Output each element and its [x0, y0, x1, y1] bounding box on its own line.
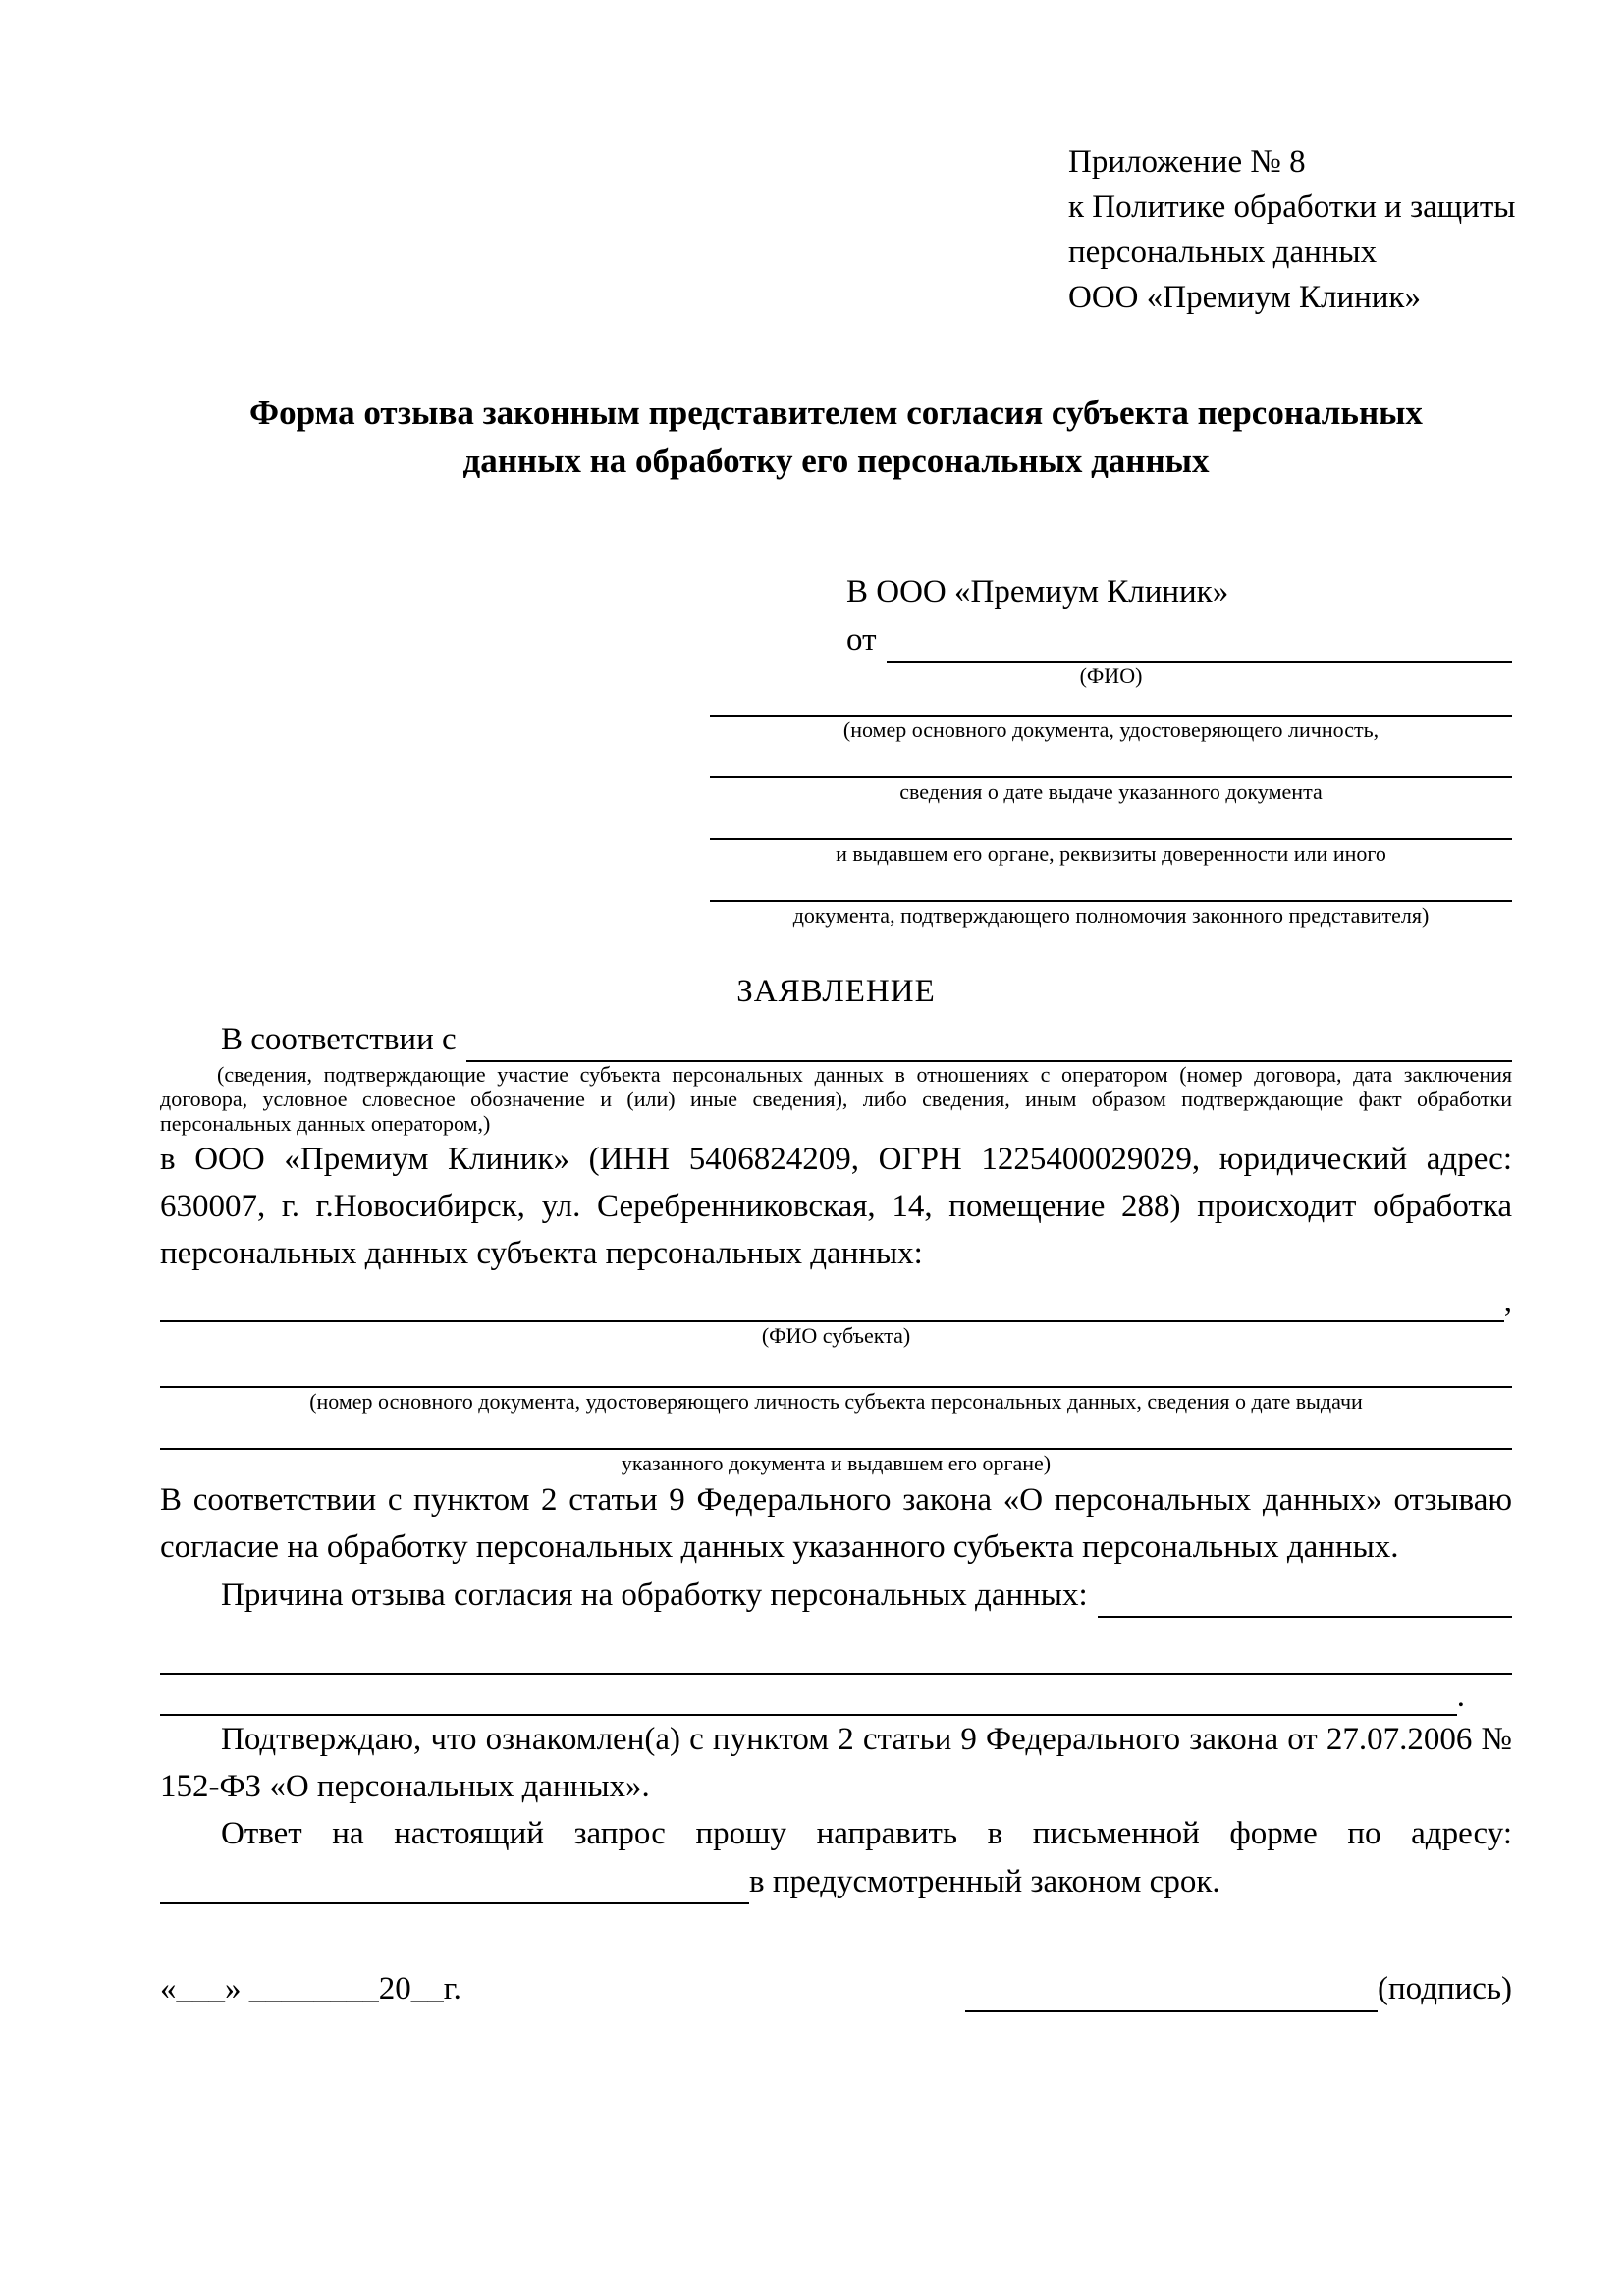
reply-label: Ответ на настоящий запрос прошу направить в письменной форме по адресу: — [221, 1816, 1512, 1851]
header-note-line: персональных данных — [1068, 235, 1378, 270]
subject-fio-row — [160, 1277, 1512, 1322]
signature-fill-line — [965, 1973, 1378, 2012]
line-caption-4: документа, подтверждающего полномочия законного представителя) — [792, 903, 1430, 928]
line-caption-3: и выдавшем его органе, реквизиты доверенности или иного — [836, 841, 1386, 866]
issuer-fill-line — [710, 805, 1512, 840]
reason-row — [160, 1571, 1512, 1618]
header-note — [1068, 139, 1516, 320]
date-line: «___» ________20__г. — [160, 1971, 461, 2006]
signature-block — [965, 1965, 1512, 2012]
reason-fill-line-2 — [160, 1673, 1512, 1675]
header-note-line: Приложение № 8 — [1068, 144, 1306, 180]
subject-doc-row-1 — [160, 1349, 1512, 1388]
intro-row — [160, 1015, 1512, 1062]
confirm-paragraph: Подтверждаю, что ознакомлен(а) с пунктом 2 статьи 9 Федерального закона от 27.07.2006 № 152-ФЗ «О персональных данных». — [160, 1722, 1512, 1804]
intro-label: В соответствии с — [221, 1022, 457, 1057]
subject-doc-caption-1: (номер основного документа, удостоверяющего личность субъекта персональных данных, сведения о дате выдачи — [309, 1389, 1363, 1414]
document-title: Форма отзыва законным представителем согласия субъекта персональных данных на обработку его персональных данных — [249, 394, 1423, 480]
doc-number-fill-line — [710, 689, 1512, 717]
header-note-line: ООО «Премиум Клиник» — [1068, 280, 1421, 315]
reason-blank-row-2 — [160, 1675, 1512, 1716]
fio-fill-line — [887, 661, 1513, 663]
reason-blank-row-1 — [160, 1618, 1512, 1675]
reply-suffix: в предусмотренный законом срок. — [749, 1864, 1220, 1899]
line-caption-2: сведения о дате выдаче указанного документа — [899, 779, 1323, 804]
line-caption-1: (номер основного документа, удостоверяющего личность, — [842, 718, 1380, 742]
signature-caption: (подпись) — [1378, 1971, 1512, 2006]
intro-caption: (сведения, подтверждающие участие субъекта персональных данных в отношениях с оператором (номер договора, дата заключения договора, условное словесное обозначение и (или) иные сведения), либо сведения, иным образом подтверждающие факт обработки персональных данных оператором,) — [160, 1062, 1512, 1136]
subject-doc-caption-2: указанного документа и выдавшем его органе) — [621, 1451, 1052, 1475]
reason-label: Причина отзыва согласия на обработку персональных данных: — [221, 1577, 1088, 1613]
issue-date-fill-line — [710, 743, 1512, 778]
addressee-to: В ООО «Премиум Клиник» — [846, 574, 1229, 610]
subject-fio-caption: (ФИО субъекта) — [761, 1323, 911, 1348]
reply-address-row — [160, 1857, 1512, 1904]
operator-paragraph: в ООО «Премиум Клиник» (ИНН 5406824209, ОГРН 1225400029029, юридический адрес: 630007, г. г.Новосибирск, ул. Серебренниковская, 14, помещение 288) происходит обработка персональных данных субъекта персональных данных: — [160, 1142, 1512, 1271]
footer-row — [160, 1965, 1512, 2012]
comma-mark: , — [1503, 1284, 1512, 1319]
addressee-block — [710, 568, 1512, 929]
header-note-line: к Политике обработки и защиты — [1068, 189, 1516, 225]
fio-caption: (ФИО) — [1079, 664, 1143, 688]
addressee-from-label: от — [846, 622, 877, 658]
authority-doc-fill-line — [710, 867, 1512, 902]
addressee-from-row — [710, 615, 1512, 663]
period-mark: . — [1456, 1679, 1465, 1714]
withdrawal-paragraph: В соответствии с пунктом 2 статьи 9 Федерального закона «О персональных данных» отзываю согласие на обработку персональных данных указанного субъекта персональных данных. — [160, 1482, 1512, 1565]
reason-fill-line — [1098, 1616, 1512, 1618]
subject-doc-row-2 — [160, 1415, 1512, 1450]
statement-heading: ЗАЯВЛЕНИЕ — [736, 974, 936, 1009]
reply-address-fill-line — [160, 1902, 749, 1904]
